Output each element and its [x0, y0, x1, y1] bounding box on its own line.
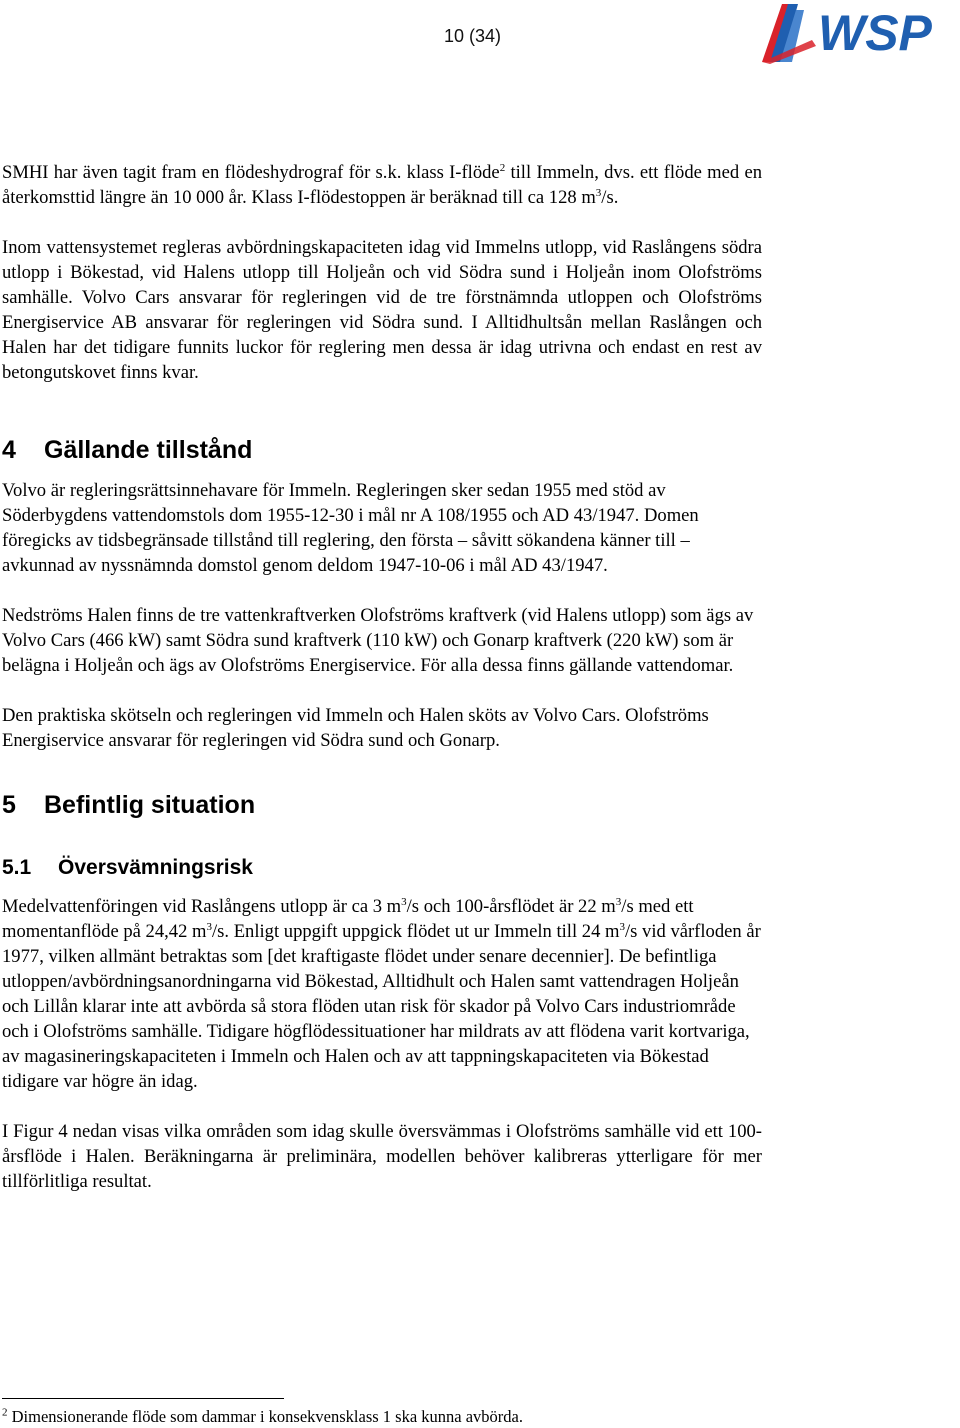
section-heading-5: 5 Befintlig situation — [2, 791, 256, 819]
paragraph-oversvamningsrisk: Medelvattenföringen vid Raslångens utlopp är ca 3 $m^3/s$ och 100-årsflödet är 22 $m^3/s$ med ett momentanflöde på 24,42 $m^3/s$. Enligt uppgift uppgick flödet ut ur Immeln till 24 $m^3/s$ vid vårfloden år 1977, vilken allmänt betraktas som [det kraftigaste flödet under senare decennier]. De befintliga utloppen/avbördningsanordningarna vid Bökestad, Alltidhult och Halen samt vattendragen Holjeån och Lillån klarar inte att avbörda så stora flöden utan risk för skador på Volvo Cars industriområde och i Olofströms samhälle. Tidigare högflödessituationer har mildrats av att flödena varit kortvariga, av magasineringskapaciteten i Immeln och Halen och av att tappningskapaciteten via Bökestad tidigare var högre än idag. — [2, 895, 761, 1092]
paragraph-reglering: Volvo är regleringsrättsinnehavare för Immeln. Regleringen sker sedan 1955 med stöd av Söderbygdens vattendomstols dom 1955-12-30 i mål nr A 108/1955 och AD 43/1947. Domen föregicks av tidsbegränsade tillstånd till reglering, den första – såvitt sökandena känner till – avkunnad av nyssnämnda domstol genom deldom 1947-10-06 i mål AD 43/1947. — [2, 480, 699, 576]
section-heading-5-1: 5.1 Översvämningsrisk — [2, 856, 253, 879]
paragraph-klass-i-flode: SMHI har även tagit fram en flödeshydrograf för s.k. klass I-flöde$^2$ till Immeln, dvs. ett flöde med en återkomsttid längre än 10 000 år. Klass I-flödestoppen är beräknad till ca 128 $m^3/s$. — [2, 161, 762, 208]
footnote-ref: 2 — [499, 161, 506, 174]
footnote-divider — [2, 1398, 284, 1399]
page-content — [2, 160, 762, 1194]
logo-mark-icon — [762, 4, 816, 64]
page-number: 10 (34) — [444, 26, 502, 46]
paragraph-kraftverk: Nedströms Halen finns de tre vattenkraftverken Olofströms kraftverk (vid Halens utlopp) som ägs av Volvo Cars (466 kW) samt Södra sund kraftverk (110 kW) och Gonarp kraftverk (220 kW) som är belägna i Holjeån och ägs av Olofströms Energiservice. För alla dessa finns gällande vattendomar. — [2, 605, 754, 676]
footnote: $^2$ Dimensionerande flöde som dammar i konsekvensklass 1 ska kunna avbörda. — [2, 1406, 524, 1426]
wsp-logo — [760, 0, 960, 66]
logo-text: WSP — [818, 5, 932, 61]
paragraph-skotsel: Den praktiska skötseln och regleringen vid Immeln och Halen sköts av Volvo Cars. Olofströms Energiservice ansvarar för regleringen vid Södra sund och Gonarp. — [2, 705, 709, 751]
section-heading-4: 4 Gällande tillstånd — [2, 436, 253, 464]
paragraph-vattensystemet: Inom vattensystemet regleras avbördningskapaciteten idag vid Immelns utlopp, vid Raslångens södra utlopp i Bökestad, vid Halens utlopp till Holjeån och vid Södra sund i Holjeån inom Olofströms samhälle. Volvo Cars ansvarar för regleringen vid de tre förstnämnda utloppen och Olofströms Energiservice AB ansvarar för regleringen vid Södra sund. I Alltidhultsån mellan Raslången och Halen har det tidigare funnits luckor för reglering men dessa är idag utrivna och endast en rest av betongutskovet finns kvar. — [2, 237, 762, 383]
paragraph-figur-4: I Figur 4 nedan visas vilka områden som idag skulle översvämmas i Olofströms samhälle vid ett 100-årsflöde i Halen. Beräkningarna är preliminära, modellen behöver kalibreras ytterligare för mer tillförlitliga resultat. — [2, 1121, 762, 1192]
